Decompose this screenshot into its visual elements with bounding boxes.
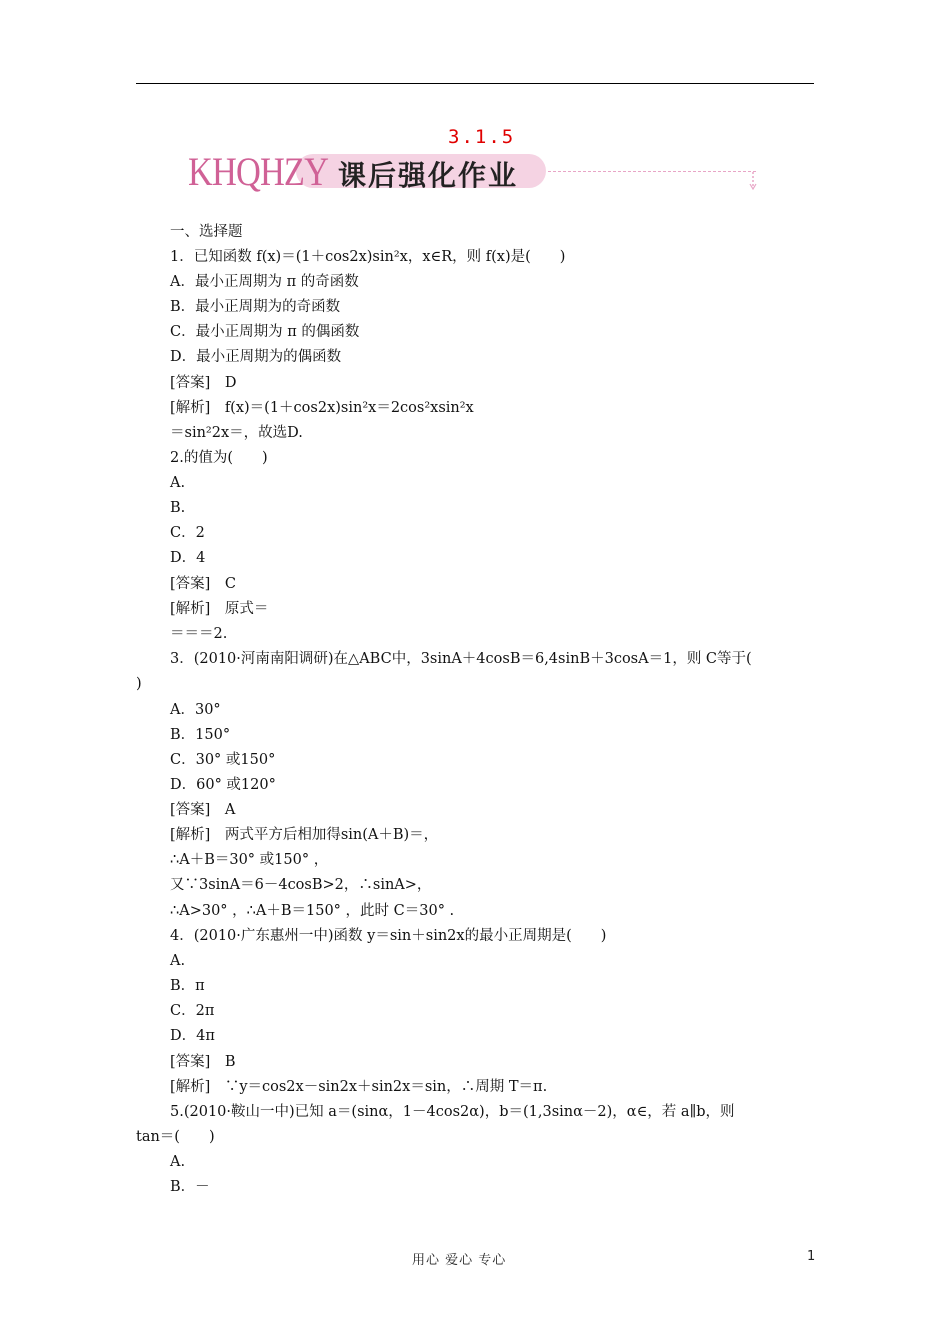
banner-dashed-line: [548, 171, 756, 172]
option-a: A.: [170, 953, 186, 969]
section-heading: 一、选择题: [170, 224, 243, 240]
footer-slogan: 用心 爱心 专心: [412, 1253, 507, 1268]
option-b: B.: [170, 500, 186, 516]
answer: [答案] D: [170, 375, 237, 391]
answer: [答案] B: [170, 1054, 236, 1070]
option-d: D．4π: [170, 1028, 215, 1044]
option-b: B．最小正周期为的奇函数: [170, 299, 341, 315]
question-5: 5.(2010·鞍山一中)已知 a＝(sinα，1－4cos2α)，b＝(1,3sinα－2)，α∈，若 a∥b，则: [170, 1104, 735, 1120]
banner-title: 课后强化作业: [338, 159, 519, 192]
option-c: C．2: [170, 525, 205, 541]
option-d: D．4: [170, 550, 206, 566]
banner-logo: KHQHZY: [188, 149, 329, 194]
header-rule: [136, 83, 814, 84]
option-a: A.: [170, 475, 186, 491]
option-a: A．30°: [170, 702, 221, 718]
page-number: 1: [807, 1249, 816, 1264]
question-3: 3．(2010·河南南阳调研)在△ABC中，3sinA＋4cosB＝6,4sinB＋3cosA＝1，则 C等于(: [170, 651, 752, 667]
question-2: 2.的值为( ): [170, 450, 268, 466]
analysis-cont: ＝sin²2x＝，故选D.: [170, 425, 303, 441]
arrow-down-icon: [749, 172, 757, 190]
answer: [答案] C: [170, 576, 236, 592]
question-1: 1．已知函数 f(x)＝(1＋cos2x)sin²x，x∈R，则 f(x)是( ): [170, 249, 566, 265]
analysis-cont: 又∵3sinA＝6－4cosB>2，∴sinA>，: [170, 877, 432, 893]
answer: [答案] A: [170, 802, 236, 818]
analysis-cont: ＝＝＝2.: [170, 626, 228, 642]
question-5-cont: tan＝( ): [136, 1129, 215, 1145]
option-c: C．30° 或150°: [170, 752, 276, 768]
analysis-cont: ∴A>30° ，∴A＋B＝150° ，此时 C＝30° .: [170, 903, 455, 919]
analysis: [解析] f(x)＝(1＋cos2x)sin²x＝2cos²xsin²x: [170, 400, 474, 416]
option-c: C．最小正周期为 π 的偶函数: [170, 324, 360, 340]
analysis: [解析] 原式＝: [170, 601, 269, 617]
analysis: [解析] 两式平方后相加得sin(A＋B)＝，: [170, 827, 439, 843]
option-a: A．最小正周期为 π 的奇函数: [170, 274, 359, 290]
analysis: [解析] ∵y＝cos2x－sin2x＋sin2x＝sin，∴周期 T＝π.: [170, 1079, 548, 1095]
section-number: 3.1.5: [448, 126, 516, 148]
option-c: C．2π: [170, 1003, 215, 1019]
question-3-cont: ): [136, 676, 142, 692]
question-4: 4．(2010·广东惠州一中)函数 y＝sin＋sin2x的最小正周期是( ): [170, 928, 607, 944]
analysis-cont: ∴A＋B＝30° 或150° ，: [170, 852, 329, 868]
option-b: B．150°: [170, 727, 231, 743]
option-b: B．π: [170, 978, 205, 994]
option-a: A.: [170, 1154, 186, 1170]
banner: [186, 150, 766, 198]
option-b: B．－: [170, 1179, 210, 1195]
option-d: D．最小正周期为的偶函数: [170, 349, 342, 365]
option-d: D．60° 或120°: [170, 777, 276, 793]
